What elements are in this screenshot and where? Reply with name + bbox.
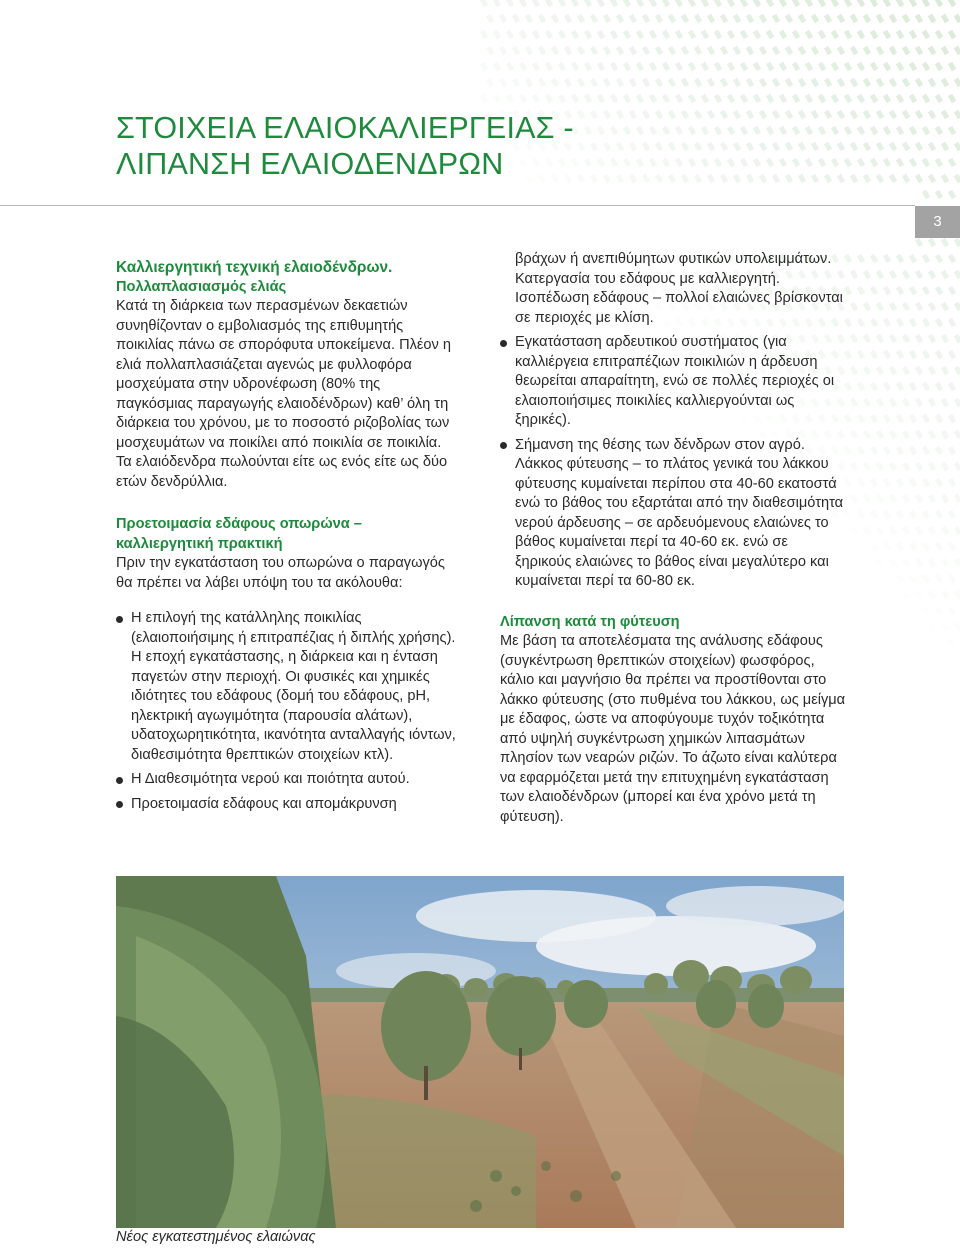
- header-divider: [0, 205, 915, 206]
- fertilization-text: Με βάση τα αποτελέσματα της ανάλυσης εδάφους (συγκέντρωση θρεπτικών στοιχείων) φωσφόρος, κάλιο και μαγνήσιο θα πρέπει να προστίθονται στο λάκκο φύτευσης (στο πυθμένα του λάκκου, ως μείγμα με έδαφος, ώστε να αποφύγουμε τυχόν τοξικότητα από υψηλή συγκέντρωση χημικών λιπασμάτων πλησίον των νεαρών ριζών. Το άζωτο είναι καλύτερα να εφαρμόζεται μετά την επιτυχημένη εγκατάσταση των ελαιοδένδρων (μπορεί και ένα χρόνο μετά τη φύτευση).: [500, 633, 846, 825]
- olive-grove-illustration: [116, 876, 844, 1228]
- photo-caption: Νέος εγκατεστημένος ελαιώνας: [116, 1229, 316, 1245]
- olive-grove-photo: [116, 876, 844, 1228]
- propagation-text: Κατά τη διάρκεια των περασμένων δεκαετιών συνηθίζονταν ο εμβολιασμός της επιθυμητής ποικιλίας πάνω σε σπορόφυτα υποκείμενα. Πλέον η ελιά πολλαπλασιάζεται αγενώς με φυλλοφόρα μοσχεύματα στην υδρονέφωση (80% της παγκόσμιας παραγωγής ελαιοδένδρων) καθ’ όλη τη διάρκεια του χρόνου, με το ποσοστό ριζοβολίας των μοσχευμάτων να ποικίλει από ποικιλία σε ποικιλία. Τα ελαιόδενδρα πωλούνται είτε ως ενός είτε ως δύο ετών δενδρύλλια.: [116, 298, 452, 490]
- list-item: Η Διαθεσιμότητα νερού και ποιότητα αυτού.: [116, 770, 460, 790]
- list-item: Σήμανση της θέσης των δένδρων στον αγρό. Λάκκος φύτευσης – το πλάτος γενικά του λάκκου φύτευσης κυμαίνεται περίπου στα 40-60 εκατοστά ενώ το βάθος του εξαρτάται από την διαθεσιμότητα νερού άρδευσης – σε αρδευόμενους ελαιώνες το βάθος κυμαίνεται περί τα 40-60 εκ. ενώ σε ξηρικούς ελαιώνες το βάθος είναι μεγαλύτερο και κυμαίνεται περί τα 60-80 εκ.: [500, 436, 848, 592]
- fertilization-heading: Λίπανση κατά τη φύτευση: [500, 613, 680, 630]
- section-title: Καλλιεργητική τεχνική ελαιοδένδρων.: [116, 259, 393, 276]
- left-column: [116, 258, 460, 819]
- list-item: Εγκατάσταση αρδευτικού συστήματος (για καλλιέργεια επιτραπέζιων ποικιλιών η άρδευση θεωρείται απαραίτητη, ενώ σε πολλές περιοχές οι ελαιοποιήσιμες ποικιλίες καλλιεργούνται ως ξηρικές).: [500, 333, 848, 431]
- right-column: [500, 250, 848, 827]
- page-title-line-2: ΛΙΠΑΝΣΗ ΕΛΑΙΟΔΕΝΔΡΩΝ: [116, 147, 504, 181]
- list-item: Η επιλογή της κατάλληλης ποικιλίας (ελαιοποιήσιμης ή επιτραπέζιας ή διπλής χρήσης). Η εποχή εγκατάστασης, η διάρκεια και η ένταση παγετών στην περιοχή. Οι φυσικές και χημικές ιδιότητες του εδάφους (δομή του εδάφους, pH, ηλεκτρική αγωγιμότητα (παρουσία αλάτων), υδατοχωρητικότητα, ικανότητα ανταλλαγής ιόντων, διαθεσιμότητα θρεπτικών στοιχείων κτλ).: [116, 609, 460, 765]
- soil-preparation-heading: Προετοιμασία εδάφους οπωρώνα – καλλιεργητική πρακτική: [116, 516, 362, 552]
- page-title: [116, 110, 574, 182]
- soil-preparation-intro: Πριν την εγκατάσταση του οπωρώνα ο παραγωγός θα πρέπει να λάβει υπόψη του τα ακόλουθα:: [116, 555, 445, 591]
- page-title-line-1: ΣΤΟΙΧΕΙΑ ΕΛΑΙΟΚΑΛΙΕΡΓΕΙΑΣ -: [116, 111, 574, 145]
- list-item-continuation: βράχων ή ανεπιθύμητων φυτικών υπολειμμάτων. Κατεργασία του εδάφους με καλλιεργητή. Ισοπέδωση εδάφους – πολλοί ελαιώνες βρίσκονται σε περιοχές με κλίση.: [515, 251, 843, 326]
- soil-considerations-list: [116, 609, 460, 814]
- propagation-heading: Πολλαπλασιασμός ελιάς: [116, 278, 287, 295]
- list-item: Προετοιμασία εδάφους και απομάκρυνση: [116, 795, 460, 815]
- page-number-tab: 3: [915, 206, 960, 238]
- planting-steps-list: [500, 333, 848, 592]
